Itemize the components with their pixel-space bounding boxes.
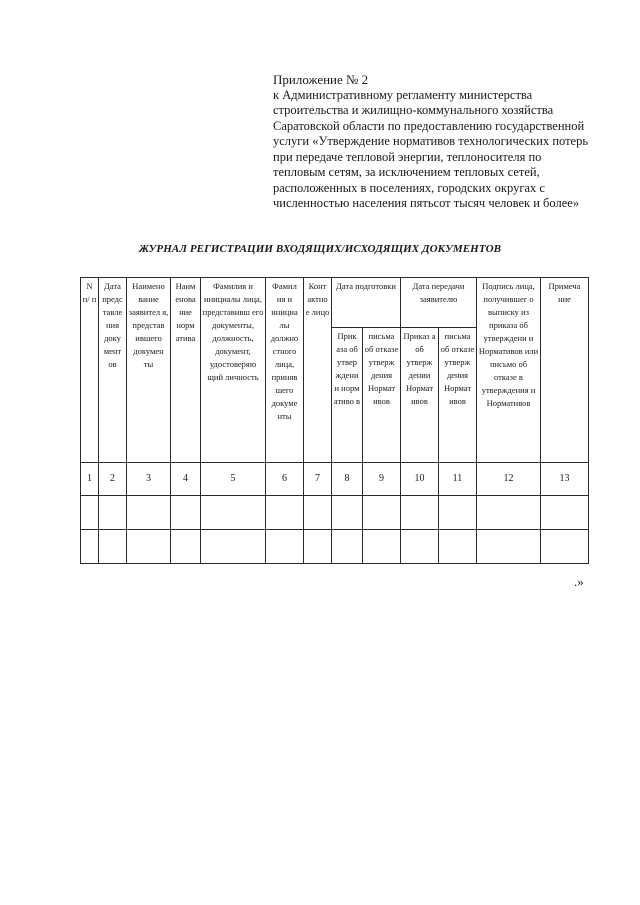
table-cell	[171, 496, 201, 530]
table-cell	[99, 496, 127, 530]
table-cell	[477, 496, 541, 530]
table-cell	[439, 530, 477, 564]
col-number: 10	[401, 463, 439, 496]
table-cell	[332, 530, 363, 564]
col-header-1: N п/ п	[81, 278, 99, 463]
appendix-header	[273, 72, 593, 212]
table-cell	[171, 530, 201, 564]
col-number: 13	[541, 463, 589, 496]
col-header-prep-date: Дата подготовки	[332, 278, 401, 328]
col-number: 4	[171, 463, 201, 496]
table-cell	[439, 496, 477, 530]
col-header-6: Фамил ия и инициа лы должно стного лица, приняв шего докуме нты	[266, 278, 304, 463]
appendix-title: Приложение № 2	[273, 72, 369, 87]
table-cell	[401, 530, 439, 564]
col-header-transfer-date: Дата передачи заявителю	[401, 278, 477, 328]
col-header-10: Приказ а об утверж дении Нормат ивов	[401, 328, 439, 463]
col-header-9: письма об отказе утверж дения Нормат ивов	[363, 328, 401, 463]
table-cell	[81, 496, 99, 530]
header-row	[81, 278, 589, 328]
table-cell	[363, 530, 401, 564]
col-header-8: Прик аза об утвер ждени и норм ативо в	[332, 328, 363, 463]
col-number: 9	[363, 463, 401, 496]
journal-table	[80, 277, 589, 564]
table-cell	[127, 496, 171, 530]
col-number: 7	[304, 463, 332, 496]
table-cell	[304, 530, 332, 564]
table-cell	[201, 496, 266, 530]
col-header-7: Конт актно е лицо	[304, 278, 332, 463]
col-header-3: Наимено вание заявител я, представ ившего докумен ты	[127, 278, 171, 463]
table-cell	[477, 530, 541, 564]
col-number: 11	[439, 463, 477, 496]
col-header-13: Примеча ние	[541, 278, 589, 463]
col-number: 5	[201, 463, 266, 496]
table-cell	[541, 496, 589, 530]
col-header-5: Фамилия и инициалы лица, представивш его документы, должность, документ, удостоверяю щий личность	[201, 278, 266, 463]
table-row-empty	[81, 496, 589, 530]
number-row	[81, 463, 589, 496]
col-number: 12	[477, 463, 541, 496]
table-cell	[81, 530, 99, 564]
col-header-11: письма об отказе утверж дения Нормат ивов	[439, 328, 477, 463]
col-number: 3	[127, 463, 171, 496]
journal-title: ЖУРНАЛ РЕГИСТРАЦИИ ВХОДЯЩИХ/ИСХОДЯЩИХ ДОКУМЕНТОВ	[138, 243, 502, 255]
table-cell	[363, 496, 401, 530]
table-cell	[541, 530, 589, 564]
table-cell	[332, 496, 363, 530]
col-header-4: Наим енова ние норм атива	[171, 278, 201, 463]
col-number: 1	[81, 463, 99, 496]
table-row-empty	[81, 530, 589, 564]
closing-quote: .»	[574, 574, 584, 589]
col-number: 8	[332, 463, 363, 496]
table-cell	[99, 530, 127, 564]
col-header-12: Подпись лица, получившег о выписку из приказа об утверждени и Нормативов или письмо об отказе в утверждения и Нормативов	[477, 278, 541, 463]
table-cell	[127, 530, 171, 564]
table-cell	[201, 530, 266, 564]
table-cell	[304, 496, 332, 530]
col-number: 6	[266, 463, 304, 496]
table-cell	[266, 530, 304, 564]
table-cell	[401, 496, 439, 530]
col-header-2: Дата предс тавле ния доку мент ов	[99, 278, 127, 463]
appendix-body: к Административному регламенту министерства строительства и жилищно-коммунального хозяйства Саратовской области по предоставлению государственной услуги «Утверждение нормативов технологических потерь при передаче тепловой энергии, теплоносителя по тепловым сетям, за исключением тепловых сетей, расположенных в поселениях, городских округах с численностью населения пятьсот тысяч человек и более»	[273, 87, 589, 210]
col-number: 2	[99, 463, 127, 496]
table-cell	[266, 496, 304, 530]
